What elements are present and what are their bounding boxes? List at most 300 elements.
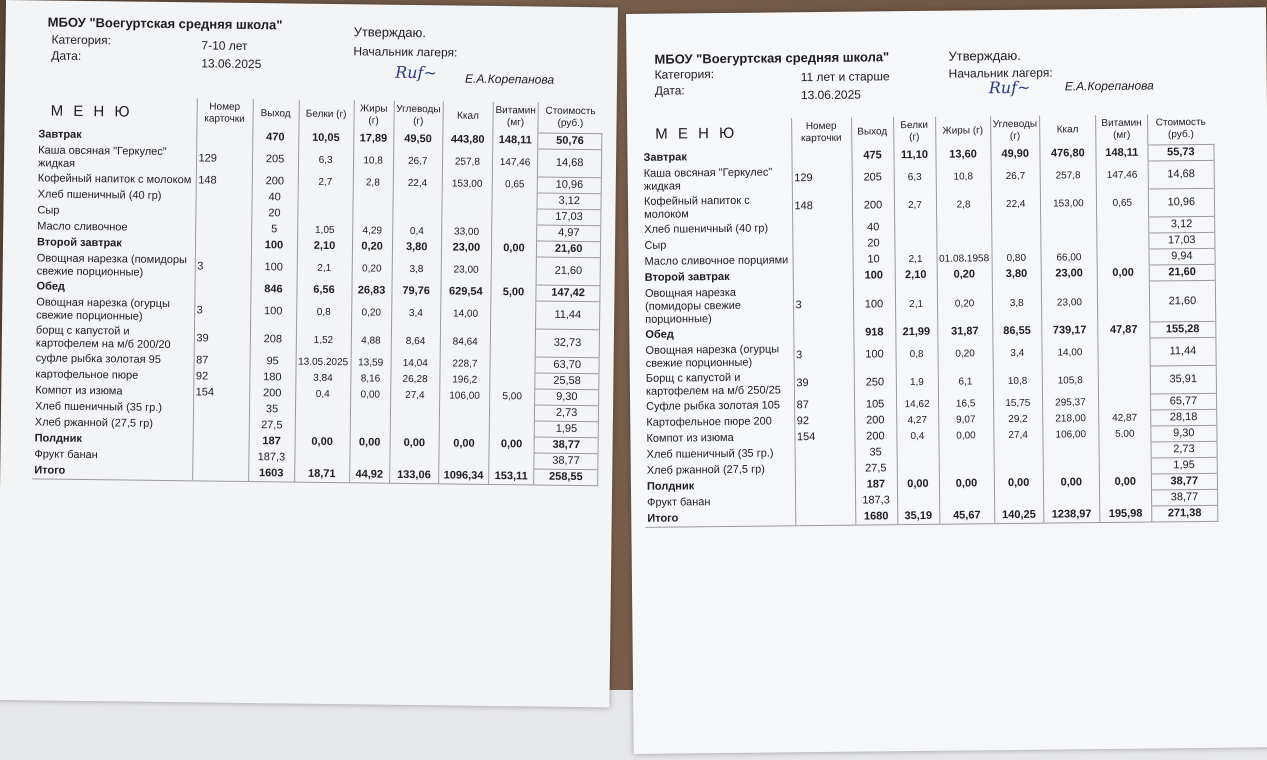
output-cell: 20 <box>251 206 297 223</box>
cost-cell: 38,77 <box>534 437 598 454</box>
vitamin-cell <box>490 328 536 357</box>
carbs-cell: 0,00 <box>994 475 1043 492</box>
output-cell: 200 <box>252 174 298 191</box>
protein-cell: 0,00 <box>295 434 350 451</box>
card-number <box>193 401 249 418</box>
output-cell: 105 <box>854 397 896 413</box>
fat-cell: 0,20 <box>351 299 391 327</box>
protein-cell: 3,84 <box>295 370 350 387</box>
cost-cell: 38,77 <box>1151 489 1217 506</box>
card-number: 3 <box>195 253 251 282</box>
header-menu: М Е Н Ю <box>50 102 133 121</box>
dish-name: Хлеб пшеничный (35 гр.) <box>34 400 163 414</box>
card-number <box>192 465 248 482</box>
kcal-cell <box>442 192 492 209</box>
protein-cell: 2,1 <box>895 251 937 267</box>
approve-label: Утверждаю. <box>353 24 427 41</box>
protein-cell: 21,99 <box>895 324 937 340</box>
table-row <box>643 280 1216 327</box>
cost-cell: 3,12 <box>537 193 601 210</box>
dish-name: Масло сливочное <box>37 220 128 234</box>
header-protein: Белки (г) <box>893 117 935 148</box>
carbs-cell: 79,76 <box>391 283 440 300</box>
cost-cell: 11,44 <box>536 301 600 330</box>
fat-cell: 10,8 <box>353 147 393 175</box>
fat-cell: 13,59 <box>351 355 391 371</box>
dish-name: Каша овсяная "Геркулес" жидкая <box>643 165 773 193</box>
signature: Rиf~ <box>395 62 437 83</box>
fat-cell: 6,1 <box>938 368 993 397</box>
carbs-cell: 3,8 <box>392 255 442 284</box>
dish-name: Второй завтрак <box>36 236 122 250</box>
output-cell: 205 <box>852 164 894 192</box>
carbs-cell: 0,4 <box>392 223 441 240</box>
card-number <box>793 325 853 342</box>
cost-cell: 3,12 <box>1149 216 1215 233</box>
dish-name: Обед <box>645 328 674 341</box>
kcal-cell: 443,80 <box>443 132 493 149</box>
header-protein: Белки (г) <box>298 100 353 131</box>
date-value: 13.06.2025 <box>800 87 861 103</box>
dish-name: Овощная нарезка (огурцы свежие порционные) <box>36 295 170 323</box>
cost-cell: 50,76 <box>538 133 602 150</box>
card-number: 148 <box>196 173 252 190</box>
carbs-cell <box>389 451 438 468</box>
output-cell: 200 <box>852 192 894 220</box>
chief-label: Начальник лагеря: <box>353 44 458 60</box>
fat-cell <box>936 219 991 236</box>
date-value: 13.06.2025 <box>201 56 262 72</box>
approver-name: Е.А.Корепанова <box>464 71 555 87</box>
fat-cell: 0,20 <box>352 239 392 255</box>
kcal-cell <box>1043 443 1099 460</box>
kcal-cell: 84,64 <box>440 328 490 357</box>
dish-name: Итого <box>32 463 192 481</box>
fat-cell: 2,8 <box>353 175 393 191</box>
kcal-cell: 476,80 <box>1040 146 1096 163</box>
cost-cell: 17,03 <box>1149 232 1215 249</box>
vitamin-cell <box>1097 249 1149 266</box>
output-cell: 1603 <box>248 465 294 482</box>
carbs-cell: 22,4 <box>991 190 1041 219</box>
fat-cell: 9,07 <box>938 412 993 429</box>
vitamin-cell: 195,98 <box>1100 506 1152 523</box>
header-menu: М Е Н Ю <box>655 125 738 143</box>
carbs-cell: 49,50 <box>393 131 442 148</box>
card-number: 92 <box>193 369 249 386</box>
vitamin-cell <box>490 372 535 389</box>
kcal-cell <box>439 452 489 469</box>
dish-name: Фрукт банан <box>34 448 98 462</box>
menu-rows <box>641 144 1217 527</box>
card-number <box>791 148 851 165</box>
carbs-cell: 26,28 <box>390 371 439 388</box>
header-vitamin: Витамин (мг) <box>493 102 539 133</box>
carbs-cell <box>392 207 441 224</box>
card-number <box>194 281 250 298</box>
protein-cell: 13.05.2025 <box>296 354 351 371</box>
card-number: 129 <box>792 164 852 193</box>
fat-cell: 45,67 <box>939 508 994 525</box>
kcal-cell: 33,00 <box>441 224 491 241</box>
card-number: 87 <box>194 353 250 370</box>
vitamin-cell <box>489 452 534 469</box>
dish-name: Обед <box>36 280 66 293</box>
vitamin-cell: 5,00 <box>1099 426 1151 443</box>
vitamin-cell <box>491 224 536 241</box>
fat-cell <box>349 451 389 467</box>
dish-name: Кофейный напиток с молоком <box>37 172 192 187</box>
vitamin-cell: 0,00 <box>1099 474 1151 491</box>
dish-name: Борщ с капустой и картофелем на м/б 250/25 <box>645 371 781 398</box>
kcal-cell: 739,17 <box>1042 323 1098 340</box>
vitamin-cell: 153,11 <box>488 468 533 485</box>
vitamin-cell <box>1098 394 1150 411</box>
vitamin-cell <box>1099 490 1151 507</box>
output-cell: 100 <box>853 268 895 284</box>
card-number: 129 <box>196 145 252 174</box>
cost-cell: 38,77 <box>1151 473 1217 490</box>
carbs-cell: 3,4 <box>992 339 1042 368</box>
kcal-cell: 1096,34 <box>438 468 488 485</box>
card-number <box>196 129 252 146</box>
kcal-cell: 106,00 <box>1043 427 1099 444</box>
dish-name: борщ с капустой и картофелем на м/б 200/20 <box>35 323 171 351</box>
kcal-cell: 23,00 <box>1041 266 1097 283</box>
vitamin-cell: 5,00 <box>489 388 534 405</box>
output-cell: 100 <box>251 254 297 283</box>
carbs-cell <box>390 419 439 436</box>
vitamin-cell: 0,00 <box>1097 265 1149 282</box>
card-number: 154 <box>794 429 854 446</box>
carbs-cell: 3,4 <box>391 299 441 328</box>
dish-name: Полдник <box>646 480 695 493</box>
vitamin-cell: 0,00 <box>489 436 534 453</box>
carbs-cell: 140,25 <box>994 507 1043 524</box>
output-cell: 10 <box>853 252 895 268</box>
protein-cell <box>295 418 350 435</box>
output-cell: 100 <box>251 238 297 255</box>
protein-cell: 4,27 <box>896 412 938 428</box>
protein-cell: 1,52 <box>296 326 351 355</box>
protein-cell <box>897 460 939 476</box>
dish-name: Компот из изюма <box>35 384 123 398</box>
fat-cell: 2,8 <box>936 191 991 220</box>
header-kcal: Ккал <box>443 101 493 132</box>
fat-cell: 13,60 <box>935 147 990 164</box>
card-number <box>792 236 852 253</box>
carbs-cell: 27,4 <box>993 427 1042 444</box>
cost-cell: 21,60 <box>536 257 600 286</box>
fat-cell <box>352 207 392 223</box>
fat-cell: 17,89 <box>353 131 393 147</box>
vitamin-cell <box>1099 442 1151 459</box>
dish-name: Хлеб ржанной (27,5 гр) <box>34 416 154 430</box>
fat-cell: 10,8 <box>936 163 991 192</box>
fat-cell: 26,83 <box>351 283 391 299</box>
protein-cell: 2,7 <box>894 191 936 219</box>
card-number <box>193 433 249 450</box>
header-vitamin: Витамин (мг) <box>1095 115 1147 146</box>
carbs-cell: 49,90 <box>990 146 1039 163</box>
fat-cell: 44,92 <box>349 467 389 483</box>
vitamin-cell: 148,11 <box>1096 145 1148 162</box>
cost-cell: 155,28 <box>1150 321 1216 338</box>
menu-sheet-11-plus <box>626 7 1267 754</box>
card-number <box>195 205 251 222</box>
cost-cell: 55,73 <box>1148 144 1214 161</box>
cost-cell: 21,60 <box>537 241 601 258</box>
vitamin-cell <box>1099 458 1151 475</box>
school-name: МБОУ "Воегуртская средняя школа" <box>47 14 283 33</box>
card-number <box>793 252 853 269</box>
output-cell: 208 <box>250 326 296 355</box>
fat-cell: 0,00 <box>350 387 390 403</box>
protein-cell: 2,10 <box>895 267 937 283</box>
carbs-cell: 14,04 <box>391 355 440 372</box>
carbs-cell <box>991 234 1040 251</box>
cost-cell: 21,60 <box>1149 264 1215 281</box>
protein-cell: 14,62 <box>896 396 938 412</box>
fat-cell: 0,20 <box>937 267 992 284</box>
fat-cell <box>939 444 994 461</box>
header-fat: Жиры (г) <box>935 116 990 147</box>
dish-name: Каша овсяная "Геркулес" жидкая <box>37 143 167 170</box>
cost-cell: 9,94 <box>1149 248 1215 265</box>
cost-cell: 10,96 <box>1148 188 1214 217</box>
output-cell: 100 <box>250 298 296 327</box>
cost-cell: 32,73 <box>535 329 599 358</box>
output-cell: 187,3 <box>855 493 897 509</box>
cost-cell: 1,95 <box>1151 457 1217 474</box>
dish-name: Хлеб пшеничный (35 гр.) <box>646 447 774 461</box>
kcal-cell: 105,8 <box>1042 367 1098 396</box>
output-cell: 187 <box>249 433 295 450</box>
card-number: 39 <box>794 369 854 398</box>
dish-name: Овощная нарезка (огурцы свежие порционные) <box>645 342 780 370</box>
card-number <box>792 220 852 237</box>
chief-label: Начальник лагеря: <box>948 65 1053 81</box>
school-name: МБОУ "Воегуртская средняя школа" <box>654 49 890 67</box>
dish-name: Овощная нарезка (помидоры свежие порционные) <box>644 286 742 326</box>
cost-cell: 258,55 <box>534 469 598 486</box>
kcal-cell: 0,00 <box>439 436 489 453</box>
dish-name: Овощная нарезка (помидоры свежие порционные) <box>36 251 188 279</box>
approver-name: Е.А.Корепанова <box>1064 78 1154 94</box>
vitamin-cell: 147,46 <box>1096 161 1148 190</box>
carbs-cell: 22,4 <box>393 175 442 192</box>
protein-cell <box>897 492 939 508</box>
card-number <box>793 268 853 285</box>
output-cell: 187,3 <box>248 449 294 466</box>
protein-cell: 35,19 <box>897 508 939 524</box>
kcal-cell: 153,00 <box>442 176 492 193</box>
kcal-cell <box>439 420 489 437</box>
protein-cell <box>294 450 349 467</box>
vitamin-cell: 0,65 <box>492 176 537 193</box>
fat-cell: 0,20 <box>937 340 992 369</box>
vitamin-cell <box>491 256 537 285</box>
vitamin-cell <box>492 208 537 225</box>
vitamin-cell: 47,87 <box>1098 322 1150 339</box>
dish-name: Фрукт банан <box>647 496 711 509</box>
carbs-cell <box>393 191 442 208</box>
kcal-cell: 14,00 <box>1042 339 1098 368</box>
kcal-cell: 257,8 <box>442 148 492 177</box>
header-carbs: Углеводы (г) <box>393 101 443 132</box>
dish-name: Кофейный напиток с молоком <box>643 194 750 221</box>
fat-cell <box>939 492 994 509</box>
cost-cell: 17,03 <box>537 209 601 226</box>
card-number <box>795 477 855 494</box>
dish-name: Полдник <box>34 432 82 445</box>
output-cell: 200 <box>854 429 896 445</box>
fat-cell: 8,16 <box>350 371 390 387</box>
card-number <box>193 417 249 434</box>
cost-cell: 38,77 <box>534 453 598 470</box>
cost-cell: 21,60 <box>1149 280 1215 322</box>
header-card: Номер карточки <box>196 98 252 129</box>
card-number: 148 <box>792 192 852 221</box>
output-cell: 27,5 <box>249 417 295 434</box>
cost-cell: 10,96 <box>537 177 601 194</box>
cost-cell: 14,68 <box>1148 160 1214 189</box>
kcal-cell: 14,00 <box>440 300 490 329</box>
card-number <box>195 237 251 254</box>
protein-cell: 11,10 <box>893 147 935 163</box>
output-cell: 100 <box>853 284 895 325</box>
output-cell: 100 <box>853 341 895 369</box>
vitamin-cell <box>1098 338 1150 367</box>
dish-name: суфле рыбка золотая 95 <box>35 352 162 366</box>
category-value: 11 лет и старше <box>800 69 890 85</box>
date-label: Дата: <box>51 48 82 63</box>
fat-cell: 0,00 <box>939 476 994 493</box>
output-cell: 250 <box>854 369 896 397</box>
fat-cell: 0,00 <box>938 428 993 445</box>
kcal-cell <box>439 404 489 421</box>
fat-cell <box>939 460 994 477</box>
dish-name: Завтрак <box>38 128 82 141</box>
card-number <box>195 221 251 238</box>
dish-name: Хлеб ржанной (27,5 гр) <box>646 463 765 477</box>
protein-cell: 2,7 <box>298 174 353 191</box>
carbs-cell: 3,80 <box>992 266 1041 283</box>
carbs-cell: 133,06 <box>389 467 438 484</box>
carbs-cell: 0,80 <box>992 250 1041 267</box>
kcal-cell: 153,00 <box>1040 190 1096 219</box>
carbs-cell <box>994 459 1043 476</box>
protein-cell <box>297 206 352 223</box>
output-cell: 40 <box>852 220 894 236</box>
header-carbs: Углеводы (г) <box>990 116 1040 147</box>
cost-cell: 9,30 <box>1151 425 1217 442</box>
vitamin-cell <box>492 192 537 209</box>
cost-cell: 11,44 <box>1150 337 1216 366</box>
card-number <box>196 189 252 206</box>
cost-cell: 63,70 <box>535 357 599 374</box>
card-number <box>795 509 855 526</box>
fat-cell: 4,88 <box>351 327 391 355</box>
output-cell: 475 <box>851 148 893 164</box>
dish-name: Хлеб пшеничный (40 гр) <box>37 188 162 202</box>
protein-cell <box>295 402 350 419</box>
carbs-cell <box>991 218 1040 235</box>
header-card: Номер карточки <box>791 118 851 149</box>
card-number: 3 <box>793 284 853 326</box>
kcal-cell: 23,00 <box>441 256 491 285</box>
header-output: Выход <box>851 117 893 148</box>
category-label: Категория: <box>654 67 715 82</box>
cost-cell: 4,97 <box>537 225 601 242</box>
fat-cell <box>350 419 390 435</box>
dish-name: картофельное пюре <box>35 368 139 382</box>
cost-cell: 147,42 <box>536 285 600 302</box>
protein-cell: 6,3 <box>894 163 936 191</box>
vitamin-cell <box>1097 233 1149 250</box>
vitamin-cell <box>1098 366 1150 395</box>
kcal-cell: 228,7 <box>440 356 490 373</box>
category-value: 7-10 лет <box>201 38 248 53</box>
carbs-cell: 0,00 <box>390 435 439 452</box>
dish-name: Хлеб пшеничный (40 гр) <box>644 222 769 236</box>
vitamin-cell <box>1097 217 1149 234</box>
output-cell: 35 <box>249 402 295 419</box>
card-number: 92 <box>794 413 854 430</box>
output-cell: 1680 <box>855 509 897 525</box>
vitamin-cell: 5,00 <box>491 284 536 301</box>
cost-cell: 14,68 <box>538 149 602 178</box>
cost-cell: 25,58 <box>535 373 599 390</box>
card-number <box>192 449 248 466</box>
carbs-cell: 10,8 <box>993 367 1043 396</box>
fat-cell: 0,00 <box>350 435 390 451</box>
header-cost: Стоимость (руб.) <box>538 103 602 134</box>
menu-rows <box>32 127 602 486</box>
protein-cell: 0,4 <box>896 428 938 444</box>
signature: Rиf~ <box>988 77 1031 98</box>
output-cell: 200 <box>854 413 896 429</box>
card-number: 3 <box>793 341 853 370</box>
header-fat: Жиры (г) <box>353 100 393 131</box>
protein-cell: 1,05 <box>297 222 352 239</box>
card-number <box>795 493 855 510</box>
sheet-header <box>626 7 1267 120</box>
carbs-cell: 8,64 <box>391 327 441 356</box>
kcal-cell: 295,37 <box>1042 395 1098 412</box>
kcal-cell: 23,00 <box>441 240 491 257</box>
sheet-header <box>5 0 618 103</box>
dish-name: Масло сливочное порциями <box>644 254 789 268</box>
protein-cell <box>894 235 936 251</box>
kcal-cell <box>1043 491 1099 508</box>
carbs-cell: 26,7 <box>393 147 443 176</box>
output-cell: 846 <box>250 282 296 299</box>
protein-cell: 6,3 <box>298 146 353 175</box>
cost-cell: 2,73 <box>1151 441 1217 458</box>
kcal-cell: 106,00 <box>439 388 489 405</box>
fat-cell: 01.08.1958 <box>937 251 992 268</box>
output-cell: 20 <box>852 236 894 252</box>
output-cell: 27,5 <box>855 461 897 477</box>
output-cell: 470 <box>252 130 298 147</box>
cost-cell: 271,38 <box>1152 505 1218 522</box>
output-cell: 180 <box>249 370 295 387</box>
kcal-cell <box>442 208 492 225</box>
menu-sheet-7-10 <box>0 0 618 707</box>
kcal-cell: 257,8 <box>1040 162 1096 191</box>
dish-name: Второй завтрак <box>644 270 730 284</box>
